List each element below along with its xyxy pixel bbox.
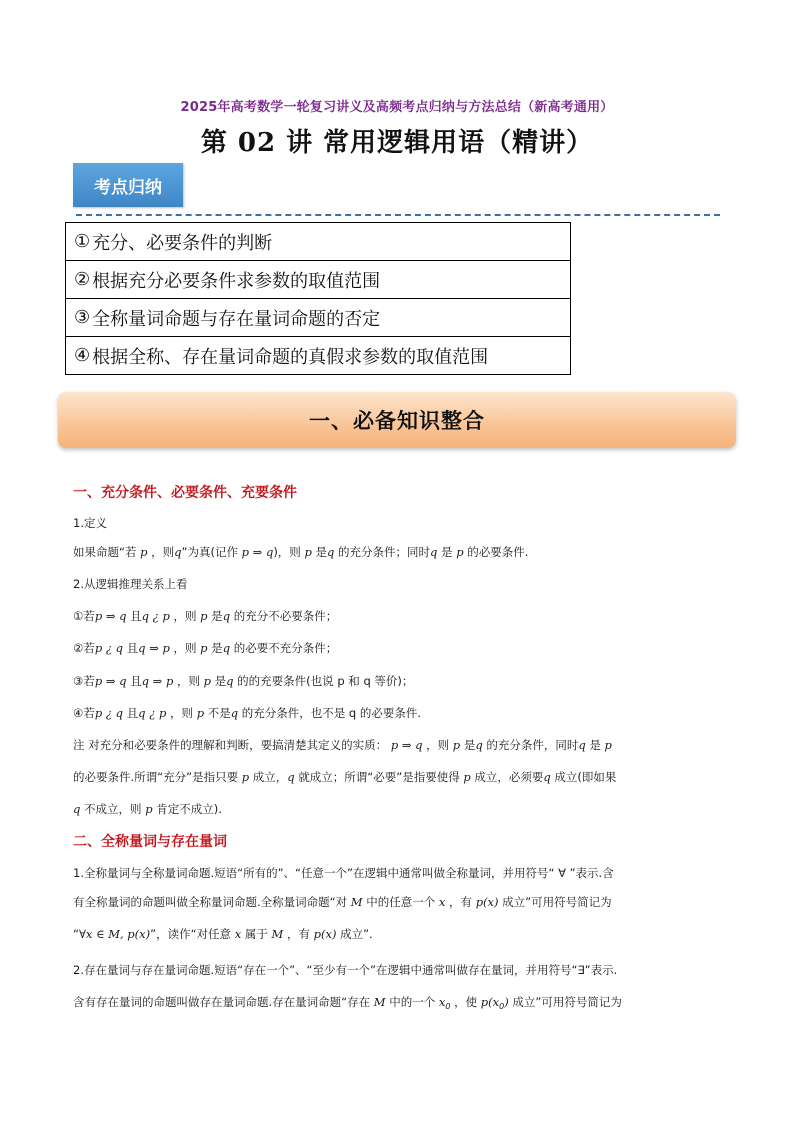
math-var: p [452, 738, 461, 752]
text-span: ，有 [445, 895, 476, 909]
text-span: 成立”. [336, 927, 373, 941]
kaodian-item [66, 223, 570, 261]
text-span: 且 [123, 641, 139, 655]
text-span: ②若 [73, 641, 95, 655]
math-expr: q ⇒ p [141, 674, 174, 688]
text-span: 的的充要条件(也说 p 和 q 等价)； [233, 674, 414, 688]
dashed-divider [76, 214, 720, 216]
text-span: ，则 [147, 545, 175, 559]
math-expr: p ⇒ q [390, 738, 423, 752]
math-var: p [196, 706, 205, 720]
math-expr: p ⇒ q [94, 674, 127, 688]
text-span: 不成立，则 [80, 802, 146, 816]
text-span: 的必要条件.所谓“充分”是指只要 [73, 770, 242, 784]
note-line [73, 801, 723, 817]
quantifier-paragraph-line: 2.存在量词与存在量词命题.短语“存在一个”、“至少有一个”在逻辑中通常叫做存在量词，并用符号“∃”表示. [73, 963, 618, 977]
text-span: 属于 [241, 927, 272, 941]
math-expr: p ¿ q [94, 706, 124, 720]
text-span: ，则 [169, 641, 201, 655]
math-var: q [475, 738, 483, 752]
math-var: p [203, 674, 211, 688]
text-span: 肯定不成立). [152, 802, 222, 816]
kaodian-list [65, 222, 571, 375]
math-var: M [271, 927, 284, 941]
text-span: ”，读作“对任意 [150, 927, 235, 941]
text-span: ，则 [422, 738, 453, 752]
definition-paragraph [73, 544, 723, 560]
math-var: M [350, 895, 363, 909]
math-expr: p(x) [475, 895, 499, 909]
item-text: 根据充分必要条件求参数的取值范围 [92, 270, 381, 292]
text-span: ，有 [283, 927, 314, 941]
math-subscript: 0 [445, 1002, 451, 1011]
math-var: x [438, 995, 446, 1009]
math-var: q [226, 674, 234, 688]
quantifier-paragraph-line [73, 894, 723, 910]
math-var: q [222, 641, 231, 655]
text-span: 是 [211, 674, 227, 688]
math-var: q [578, 738, 586, 752]
math-var: q [543, 770, 551, 784]
math-expr: p(x [480, 995, 500, 1009]
text-span: 中的任意一个 [362, 895, 439, 909]
item-text: 全称量词命题与存在量词命题的否定 [92, 308, 381, 330]
note-line [73, 737, 723, 753]
text-span: 注 对充分和必要条件的理解和判断，要搞清楚其定义的实质： [73, 738, 391, 752]
text-span: 且 [126, 674, 142, 688]
item-text: 充分、必要条件的判断 [92, 232, 273, 254]
document-subtitle: 2025年高考数学一轮复习讲义及高频考点归纳与方法总结（新高考通用） [180, 100, 614, 115]
math-var: q [73, 802, 81, 816]
math-expr: ∀x ∈ M, p(x) [78, 927, 151, 941]
math-expr: p ⇒ q [241, 545, 274, 559]
math-subscript: 0 [499, 1002, 505, 1011]
math-var: q [174, 545, 182, 559]
section-banner: 一、必备知识整合 [58, 392, 736, 448]
note-line [73, 769, 723, 785]
text-span: ，则 [169, 609, 201, 623]
logic-item [73, 608, 723, 624]
text-span: 且 [126, 609, 142, 623]
text-span: 的必要条件. [463, 545, 529, 559]
math-expr: p ¿ q [94, 641, 124, 655]
logic-item [73, 673, 723, 689]
math-var: M [373, 995, 386, 1009]
item-number: ④ [74, 345, 91, 366]
quantifier-paragraph-line: 1.全称量词与全称量词命题.短语“所有的”、“任意一个”在逻辑中通常叫做全称量词，并用符号“ ∀ ”表示.含 [73, 866, 614, 880]
text-span: 含有存在量词的命题叫做存在量词命题.存在量词命题“存在 [73, 995, 374, 1009]
section-heading-quantifiers: 二、全称量词与存在量词 [73, 834, 227, 850]
text-span: 的充分条件，也不是 q 的必要条件. [238, 706, 422, 720]
text-span: 成立，必须要 [470, 770, 544, 784]
logic-label: 2.从逻辑推理关系上看 [73, 577, 188, 591]
math-var: p [463, 770, 471, 784]
text-span: 是 [460, 738, 476, 752]
math-var: p [140, 545, 148, 559]
item-number: ① [74, 231, 91, 252]
math-var: p [604, 738, 612, 752]
kaodian-tab: 考点归纳 [73, 163, 183, 207]
text-span: ，使 [450, 995, 481, 1009]
math-var: p [200, 609, 208, 623]
text-span: “ [73, 927, 79, 941]
text-span: 且 [123, 706, 139, 720]
text-span: )，则 [273, 545, 305, 559]
kaodian-item [66, 299, 570, 337]
math-var: p [145, 802, 153, 816]
text-span: 是 [585, 738, 605, 752]
text-span: ，则 [173, 674, 204, 688]
document-title: 第 02 讲 常用逻辑用语（精讲） [200, 128, 594, 158]
math-expr: q ¿ p [141, 609, 170, 623]
item-number: ③ [74, 307, 91, 328]
math-expr: ) [504, 995, 509, 1009]
math-expr: p ⇒ q [94, 609, 127, 623]
math-var: q [327, 545, 335, 559]
kaodian-item [66, 261, 570, 299]
text-span: 不是 [204, 706, 231, 720]
text-span: 如果命题“若 [73, 545, 141, 559]
logic-item [73, 705, 723, 721]
math-expr: p(x) [313, 927, 337, 941]
text-span: 的充分条件，同时 [482, 738, 579, 752]
text-span: 成立”可用符号简记为 [508, 995, 622, 1009]
math-var: p [456, 545, 464, 559]
math-var: q [230, 706, 239, 720]
text-span: ④若 [73, 706, 95, 720]
quantifier-paragraph-line [73, 926, 723, 942]
text-span: 是 [437, 545, 457, 559]
item-number: ② [74, 269, 91, 290]
math-var: q [430, 545, 438, 559]
math-var: p [304, 545, 312, 559]
math-var: x [438, 895, 446, 909]
math-var: p [241, 770, 250, 784]
quantifier-paragraph-line [73, 994, 723, 1015]
text-span: ”为真(记作 [181, 545, 242, 559]
text-span: 的充分条件；同时 [334, 545, 431, 559]
section-heading-sufficient-necessary: 一、充分条件、必要条件、充要条件 [73, 485, 297, 501]
text-span: ，则 [166, 706, 197, 720]
text-span: 成立， [249, 770, 288, 784]
math-expr: q ⇒ p [138, 641, 170, 655]
math-var: q [287, 770, 295, 784]
text-span: 的充分不必要条件； [230, 609, 338, 623]
text-span: ③若 [73, 674, 95, 688]
text-span: 中的一个 [385, 995, 439, 1009]
math-var: p [200, 641, 208, 655]
text-span: 有全称量词的命题叫做全称量词命题.全称量词命题“对 [73, 895, 351, 909]
text-span: 的必要不充分条件； [230, 641, 338, 655]
logic-item [73, 640, 723, 656]
math-var: q [222, 609, 231, 623]
text-span: 成立”可用符号简记为 [498, 895, 612, 909]
text-span: 是 [207, 609, 223, 623]
definition-label: 1.定义 [73, 516, 107, 530]
text-span: 就成立；所谓“必要”是指要使得 [294, 770, 464, 784]
kaodian-item [66, 337, 570, 375]
math-expr: q ¿ p [138, 706, 167, 720]
text-span: 是 [311, 545, 327, 559]
math-var: x [234, 927, 242, 941]
text-span: ①若 [73, 609, 95, 623]
text-span: 成立(即如果 [550, 770, 617, 784]
item-text: 根据全称、存在量词命题的真假求参数的取值范围 [92, 346, 489, 368]
text-span: 是 [207, 641, 223, 655]
